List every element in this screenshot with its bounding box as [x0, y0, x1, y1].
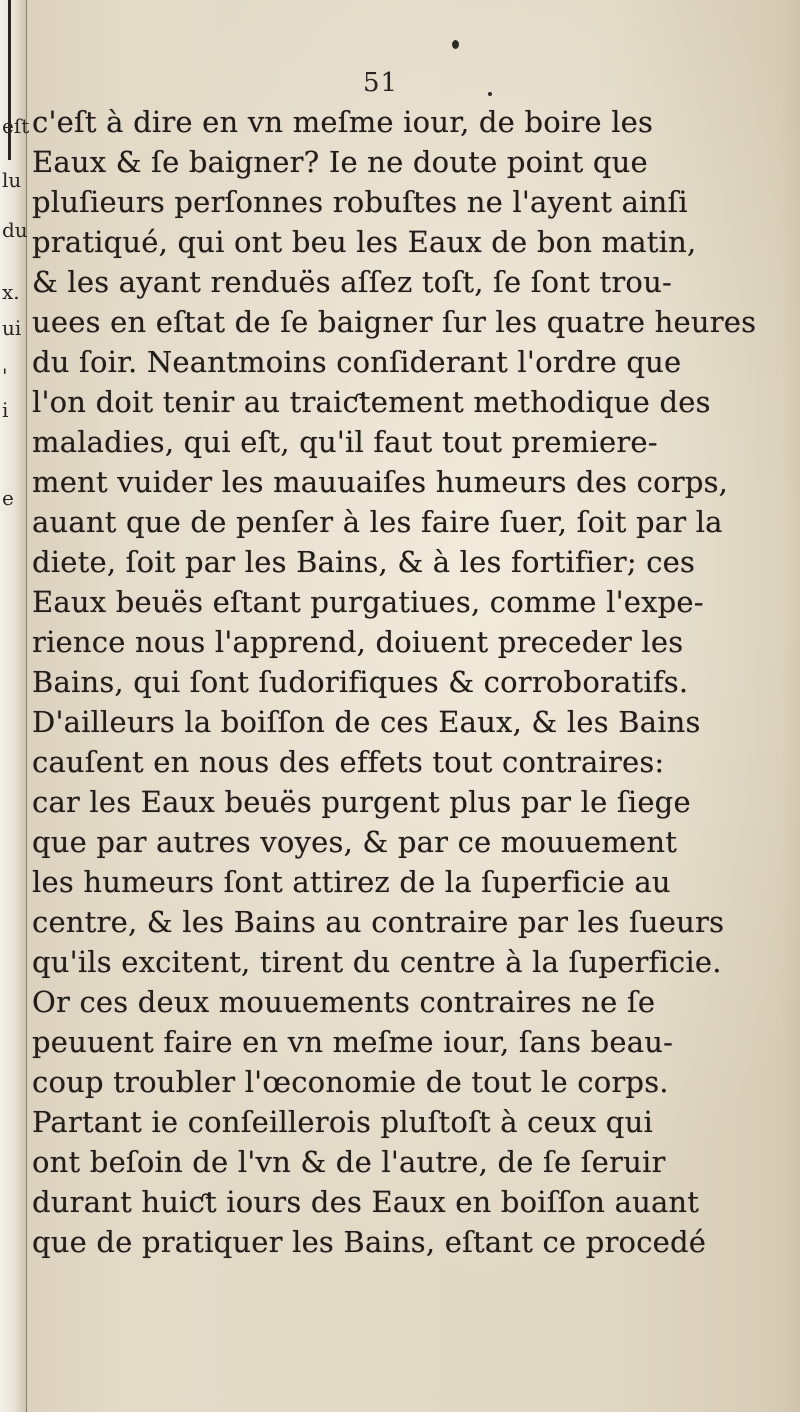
text-line: uees en eſtat de ſe baigner ſur les quatre heures: [32, 305, 757, 339]
text-line: Or ces deux mouuements contraires ne ſe: [32, 985, 656, 1019]
text-line: les humeurs ſont attirez de la ſuperficie au: [32, 865, 671, 899]
text-line: Eaux beuës eſtant purgatiues, comme l'expe-: [32, 585, 704, 619]
text-line: diete, ſoit par les Bains, & à les fortifier; ces: [32, 545, 696, 579]
text-line: Bains, qui ſont ſudorifiques & corroboratifs.: [32, 665, 689, 699]
margin-fragment: eſt: [2, 114, 30, 138]
text-line: Partant ie conſeillerois pluſtoſt à ceux qui: [32, 1105, 653, 1139]
text-line: car les Eaux beuës purgent plus par le ſiege: [32, 785, 691, 819]
text-line: ont beſoin de l'vn & de l'autre, de ſe ſeruir: [32, 1145, 666, 1179]
margin-fragment: du: [2, 218, 28, 242]
text-line: que de pratiquer les Bains, eſtant ce procedé: [32, 1225, 707, 1259]
text-line: auant que de penſer à les faire ſuer, ſoit par la: [32, 505, 723, 539]
text-line: D'ailleurs la boiſſon de ces Eaux, & les Bains: [32, 705, 701, 739]
margin-fragment: ui: [2, 316, 22, 340]
text-line: & les ayant renduës aſſez toſt, ſe ſont trou-: [32, 265, 672, 299]
text-line: du ſoir. Neantmoins conſiderant l'ordre que: [32, 345, 682, 379]
text-line: ment vuider les mauuaiſes humeurs des corps,: [32, 465, 729, 499]
text-line: rience nous l'apprend, doiuent preceder les: [32, 625, 684, 659]
binding-gutter: [0, 0, 30, 1412]
margin-fragment: ': [2, 364, 8, 388]
page-text: [32, 102, 792, 1262]
text-line: Eaux & ſe baigner? Ie ne doute point que: [32, 145, 648, 179]
text-line: qu'ils excitent, tirent du centre à la ſuperficie.: [32, 945, 722, 979]
ink-speck: [488, 92, 492, 96]
text-line: cauſent en nous des effets tout contraires:: [32, 745, 665, 779]
text-line: que par autres voyes, & par ce mouuement: [32, 825, 678, 859]
text-line: peuuent faire en vn meſme iour, ſans beau-: [32, 1025, 674, 1059]
text-line: c'eſt à dire en vn meſme iour, de boire les: [32, 105, 654, 139]
margin-fragment: i: [2, 398, 9, 422]
text-line: l'on doit tenir au traiƈtement methodique des: [32, 385, 711, 419]
text-line: coup troubler l'œconomie de tout le corps.: [32, 1065, 669, 1099]
text-line: durant huiƈt iours des Eaux en boiſſon auant: [32, 1185, 700, 1219]
ink-speck: [452, 40, 459, 49]
text-line: maladies, qui eſt, qu'il faut tout premiere-: [32, 425, 658, 459]
text-line: pratiqué, qui ont beu les Eaux de bon matin,: [32, 225, 697, 259]
margin-fragment: lu: [2, 168, 22, 192]
margin-fragment: x.: [2, 280, 20, 304]
text-line: pluſieurs perſonnes robuſtes ne l'ayent ainſi: [32, 185, 688, 219]
margin-fragment: e: [2, 486, 14, 510]
text-line: centre, & les Bains au contraire par les ſueurs: [32, 905, 725, 939]
page-number: 51: [363, 68, 399, 98]
